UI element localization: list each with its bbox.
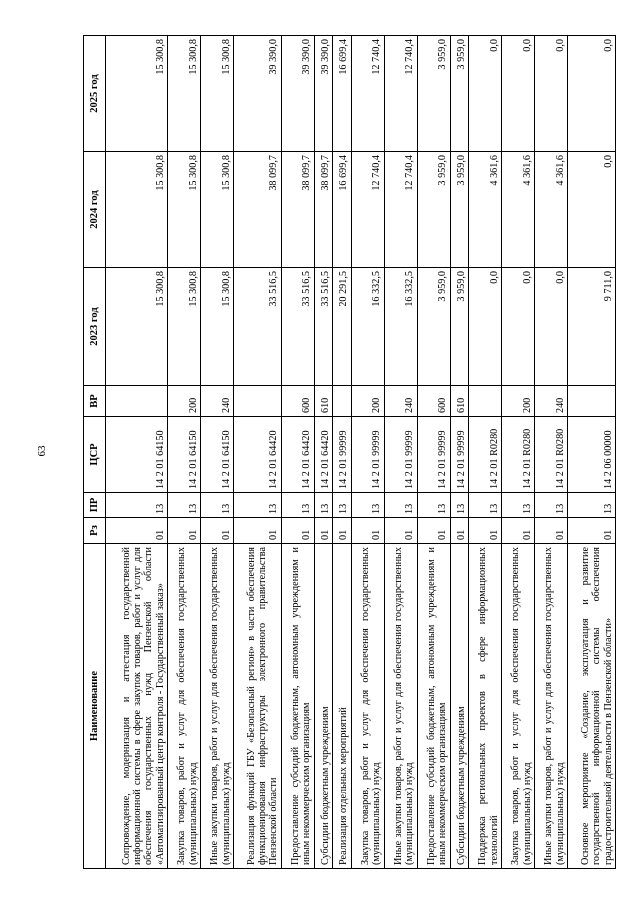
row-name: Иные закупки товаров, работ и услуг для обеспечения государственных (муниципальных) нужд [384,544,417,869]
row-pr: 13 [351,493,384,518]
row-csr: 14 2 01 99999 [417,417,450,493]
header-pr: ПР [84,493,106,518]
row-rz: 01 [502,518,535,544]
row-pr: 13 [234,493,282,518]
row-vr: 200 [351,386,384,417]
row-2023: 3 959,0 [450,268,468,386]
table-row [201,36,234,869]
row-csr: 14 2 01 64150 [168,417,201,493]
row-csr: 14 2 01 99999 [450,417,468,493]
row-2025: 0,0 [502,36,535,152]
row-pr: 13 [281,493,314,518]
table-row [351,36,384,869]
row-2023: 33 516,5 [314,268,332,386]
table-row [469,36,502,869]
row-pr: 13 [535,493,568,518]
row-2025: 3 959,0 [417,36,450,152]
row-rz: 01 [333,518,351,544]
row-2025: 15 300,8 [168,36,201,152]
row-vr: 600 [281,386,314,417]
row-2025: 16 699,4 [333,36,351,152]
row-2024: 12 740,4 [351,152,384,268]
row-2024: 4 361,6 [469,152,502,268]
row-name: Основное мероприятие «Создание, эксплуатация и развитие государственной информационной системы обеспечения градостроительной деятельности в Пензенской области» [568,544,616,869]
row-vr: 240 [535,386,568,417]
row-pr: 13 [568,493,616,518]
header-rz: Рз [84,518,106,544]
table-row [535,36,568,869]
row-2023: 20 291,5 [333,268,351,386]
row-2023: 9 711,0 [568,268,616,386]
row-rz: 01 [351,518,384,544]
header-vr: ВР [84,386,106,417]
row-name: Закупка товаров, работ и услуг для обеспечения государственных (муниципальных) нужд [351,544,384,869]
row-csr: 14 2 01 64420 [314,417,332,493]
row-name: Субсидии бюджетным учреждениям [314,544,332,869]
table-row [333,36,351,869]
row-vr [234,386,282,417]
row-pr: 13 [314,493,332,518]
row-pr: 13 [333,493,351,518]
row-2024: 12 740,4 [384,152,417,268]
row-2024: 4 361,6 [502,152,535,268]
row-2025: 12 740,4 [384,36,417,152]
row-2025: 0,0 [469,36,502,152]
row-rz: 01 [469,518,502,544]
row-rz: 01 [384,518,417,544]
row-2025: 3 959,0 [450,36,468,152]
budget-table [83,35,616,869]
table-row [384,36,417,869]
row-csr: 14 2 01 64420 [281,417,314,493]
row-2024: 4 361,6 [535,152,568,268]
row-rz: 01 [106,518,168,544]
row-vr: 600 [417,386,450,417]
row-vr: 610 [450,386,468,417]
row-2023: 0,0 [469,268,502,386]
row-name: Реализация отдельных мероприятий [333,544,351,869]
page-number: 63 [36,445,48,457]
row-2025: 39 390,0 [281,36,314,152]
row-name: Закупка товаров, работ и услуг для обеспечения государственных (муниципальных) нужд [168,544,201,869]
table-row [568,36,616,869]
row-csr: 14 2 01 R0280 [502,417,535,493]
row-2023: 16 332,5 [351,268,384,386]
row-2025: 39 390,0 [234,36,282,152]
row-pr: 13 [106,493,168,518]
row-csr: 14 2 01 64150 [106,417,168,493]
row-rz: 01 [535,518,568,544]
row-vr: 610 [314,386,332,417]
table-row [106,36,168,869]
row-2025: 15 300,8 [106,36,168,152]
table-row [281,36,314,869]
row-2024: 3 959,0 [450,152,468,268]
table-row [450,36,468,869]
row-2024: 15 300,8 [201,152,234,268]
header-2025: 2025 год [84,36,106,152]
row-2024: 38 099,7 [281,152,314,268]
row-name: Иные закупки товаров, работ и услуг для обеспечения государственных (муниципальных) нужд [535,544,568,869]
row-2024: 38 099,7 [314,152,332,268]
row-name: Поддержка региональных проектов в сфере информационных технологий [469,544,502,869]
table-header-row [84,36,106,869]
row-2023: 33 516,5 [234,268,282,386]
row-vr: 240 [201,386,234,417]
row-2023: 3 959,0 [417,268,450,386]
row-2024: 15 300,8 [168,152,201,268]
row-2024: 3 959,0 [417,152,450,268]
row-2024: 15 300,8 [106,152,168,268]
table-row [502,36,535,869]
row-2023: 15 300,8 [106,268,168,386]
row-pr: 13 [168,493,201,518]
row-name: Сопровождение, модернизация и аттестация государственной информационной системы в сфере закупок товаров, работ и услуг для обеспечения государственных нужд Пензенской области «Автоматизированный центр контроля - Государственный заказ» [106,544,168,869]
row-2025: 12 740,4 [351,36,384,152]
table-row [234,36,282,869]
budget-table-container [83,36,616,869]
row-2023: 16 332,5 [384,268,417,386]
row-rz: 01 [314,518,332,544]
row-pr: 13 [417,493,450,518]
row-csr: 14 2 01 64420 [234,417,282,493]
row-csr: 14 2 01 99999 [333,417,351,493]
row-rz: 01 [234,518,282,544]
row-2023: 33 516,5 [281,268,314,386]
row-2025: 0,0 [535,36,568,152]
table-body [106,36,616,869]
row-rz: 01 [201,518,234,544]
header-csr: ЦСР [84,417,106,493]
row-csr: 14 2 01 R0280 [535,417,568,493]
row-pr: 13 [502,493,535,518]
row-pr: 13 [201,493,234,518]
row-rz: 01 [417,518,450,544]
row-vr: 200 [502,386,535,417]
row-name: Реализация функций ГБУ «Безопасный регион» в части обеспечения функционирования инфраструктуры электронного правительства Пензенской области [234,544,282,869]
row-2024: 38 099,7 [234,152,282,268]
row-2023: 0,0 [502,268,535,386]
row-rz: 01 [450,518,468,544]
row-rz: 01 [568,518,616,544]
row-vr: 200 [168,386,201,417]
row-name: Субсидии бюджетным учреждениям [450,544,468,869]
row-name: Предоставление субсидий бюджетным, автономным учреждениям и иным некоммерческим организациям [281,544,314,869]
row-vr [333,386,351,417]
row-2025: 15 300,8 [201,36,234,152]
table-row [417,36,450,869]
row-name: Закупка товаров, работ и услуг для обеспечения государственных (муниципальных) нужд [502,544,535,869]
row-2023: 0,0 [535,268,568,386]
header-2023: 2023 год [84,268,106,386]
row-csr: 14 2 06 00000 [568,417,616,493]
row-vr [106,386,168,417]
row-name: Предоставление субсидий бюджетным, автономным учреждениям и иным некоммерческим организациям [417,544,450,869]
row-2023: 15 300,8 [201,268,234,386]
table-row [314,36,332,869]
row-vr: 240 [384,386,417,417]
row-2023: 15 300,8 [168,268,201,386]
row-2025: 0,0 [568,36,616,152]
row-csr: 14 2 01 R0280 [469,417,502,493]
header-2024: 2024 год [84,152,106,268]
row-2025: 39 390,0 [314,36,332,152]
row-2024: 16 699,4 [333,152,351,268]
row-csr: 14 2 01 99999 [351,417,384,493]
row-pr: 13 [450,493,468,518]
row-csr: 14 2 01 99999 [384,417,417,493]
row-vr [568,386,616,417]
row-pr: 13 [384,493,417,518]
table-row [168,36,201,869]
row-rz: 01 [168,518,201,544]
header-name: Наименование [84,544,106,869]
row-pr: 13 [469,493,502,518]
row-2024: 0,0 [568,152,616,268]
row-csr: 14 2 01 64150 [201,417,234,493]
row-vr [469,386,502,417]
row-rz: 01 [281,518,314,544]
row-name: Иные закупки товаров, работ и услуг для обеспечения государственных (муниципальных) нужд [201,544,234,869]
